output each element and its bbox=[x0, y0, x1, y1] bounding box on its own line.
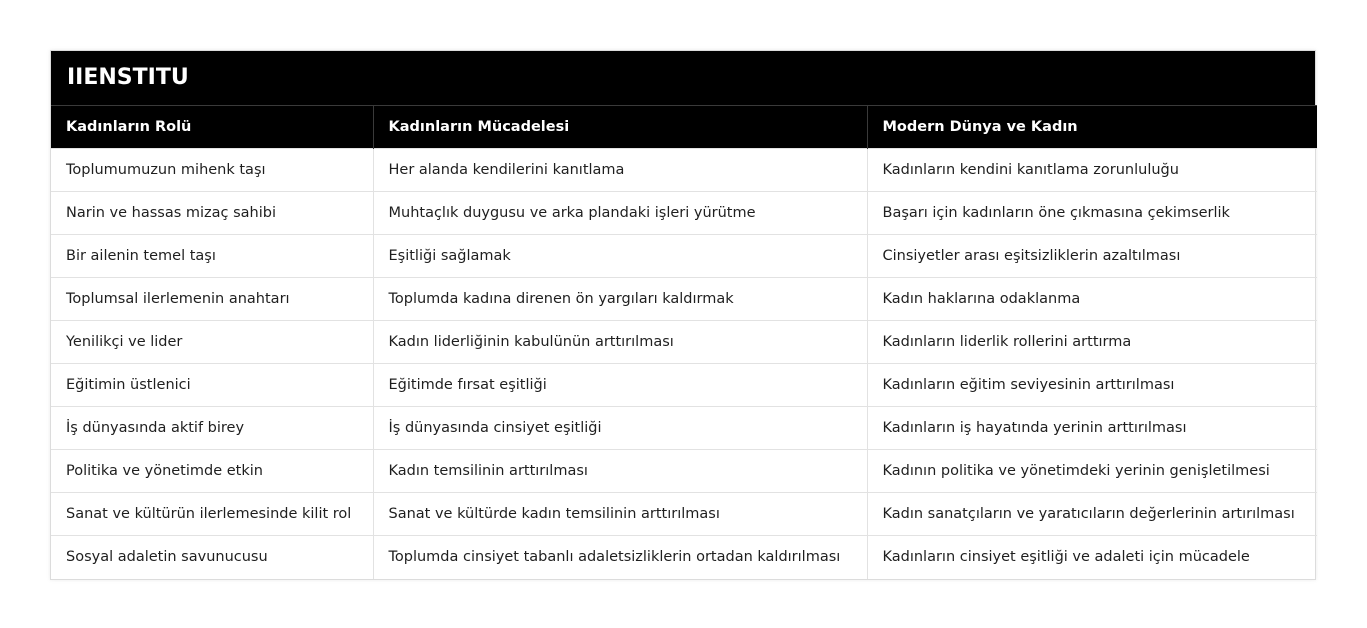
table-row bbox=[51, 192, 1317, 235]
header-row bbox=[51, 106, 1317, 149]
column-header-role: Kadınların Rolü bbox=[51, 106, 373, 149]
table-row bbox=[51, 235, 1317, 278]
table-row bbox=[51, 278, 1317, 321]
table-cell: Kadınların eğitim seviyesinin arttırılması bbox=[867, 364, 1317, 407]
table-cell: Sosyal adaletin savunucusu bbox=[51, 536, 373, 579]
table-cell: Bir ailenin temel taşı bbox=[51, 235, 373, 278]
table-row bbox=[51, 149, 1317, 192]
table-cell: İş dünyasında cinsiyet eşitliği bbox=[373, 407, 867, 450]
table-cell: Toplumumuzun mihenk taşı bbox=[51, 149, 373, 192]
table-cell: İş dünyasında aktif birey bbox=[51, 407, 373, 450]
table-title: IIENSTITU bbox=[51, 51, 1315, 105]
table-cell: Toplumsal ilerlemenin anahtarı bbox=[51, 278, 373, 321]
table-cell: Toplumda kadına direnen ön yargıları kaldırmak bbox=[373, 278, 867, 321]
table-row bbox=[51, 493, 1317, 536]
table-cell: Kadınların liderlik rollerini arttırma bbox=[867, 321, 1317, 364]
column-header-modern-world: Modern Dünya ve Kadın bbox=[867, 106, 1317, 149]
table-cell: Sanat ve kültürün ilerlemesinde kilit rol bbox=[51, 493, 373, 536]
table-row bbox=[51, 536, 1317, 579]
table-cell: Kadınların cinsiyet eşitliği ve adaleti için mücadele bbox=[867, 536, 1317, 579]
table-cell: Kadın sanatçıların ve yaratıcıların değerlerinin artırılması bbox=[867, 493, 1317, 536]
data-table-container bbox=[50, 50, 1316, 580]
table-cell: Cinsiyetler arası eşitsizliklerin azaltılması bbox=[867, 235, 1317, 278]
table-row bbox=[51, 321, 1317, 364]
table-cell: Toplumda cinsiyet tabanlı adaletsizliklerin ortadan kaldırılması bbox=[373, 536, 867, 579]
table-cell: Kadınların iş hayatında yerinin arttırılması bbox=[867, 407, 1317, 450]
table-row bbox=[51, 450, 1317, 493]
table-cell: Eğitimde fırsat eşitliği bbox=[373, 364, 867, 407]
table-cell: Sanat ve kültürde kadın temsilinin arttırılması bbox=[373, 493, 867, 536]
data-table bbox=[51, 105, 1317, 579]
table-cell: Eşitliği sağlamak bbox=[373, 235, 867, 278]
table-row bbox=[51, 364, 1317, 407]
table-cell: Eğitimin üstlenici bbox=[51, 364, 373, 407]
table-cell: Başarı için kadınların öne çıkmasına çekimserlik bbox=[867, 192, 1317, 235]
table-cell: Kadın haklarına odaklanma bbox=[867, 278, 1317, 321]
table-cell: Kadın liderliğinin kabulünün arttırılması bbox=[373, 321, 867, 364]
table-cell: Yenilikçi ve lider bbox=[51, 321, 373, 364]
table-cell: Kadın temsilinin arttırılması bbox=[373, 450, 867, 493]
table-cell: Kadının politika ve yönetimdeki yerinin genişletilmesi bbox=[867, 450, 1317, 493]
table-cell: Politika ve yönetimde etkin bbox=[51, 450, 373, 493]
table-row bbox=[51, 407, 1317, 450]
table-cell: Narin ve hassas mizaç sahibi bbox=[51, 192, 373, 235]
table-cell: Kadınların kendini kanıtlama zorunluluğu bbox=[867, 149, 1317, 192]
table-cell: Muhtaçlık duygusu ve arka plandaki işleri yürütme bbox=[373, 192, 867, 235]
table-body bbox=[51, 149, 1317, 579]
table-header bbox=[51, 106, 1317, 149]
table-cell: Her alanda kendilerini kanıtlama bbox=[373, 149, 867, 192]
column-header-struggle: Kadınların Mücadelesi bbox=[373, 106, 867, 149]
